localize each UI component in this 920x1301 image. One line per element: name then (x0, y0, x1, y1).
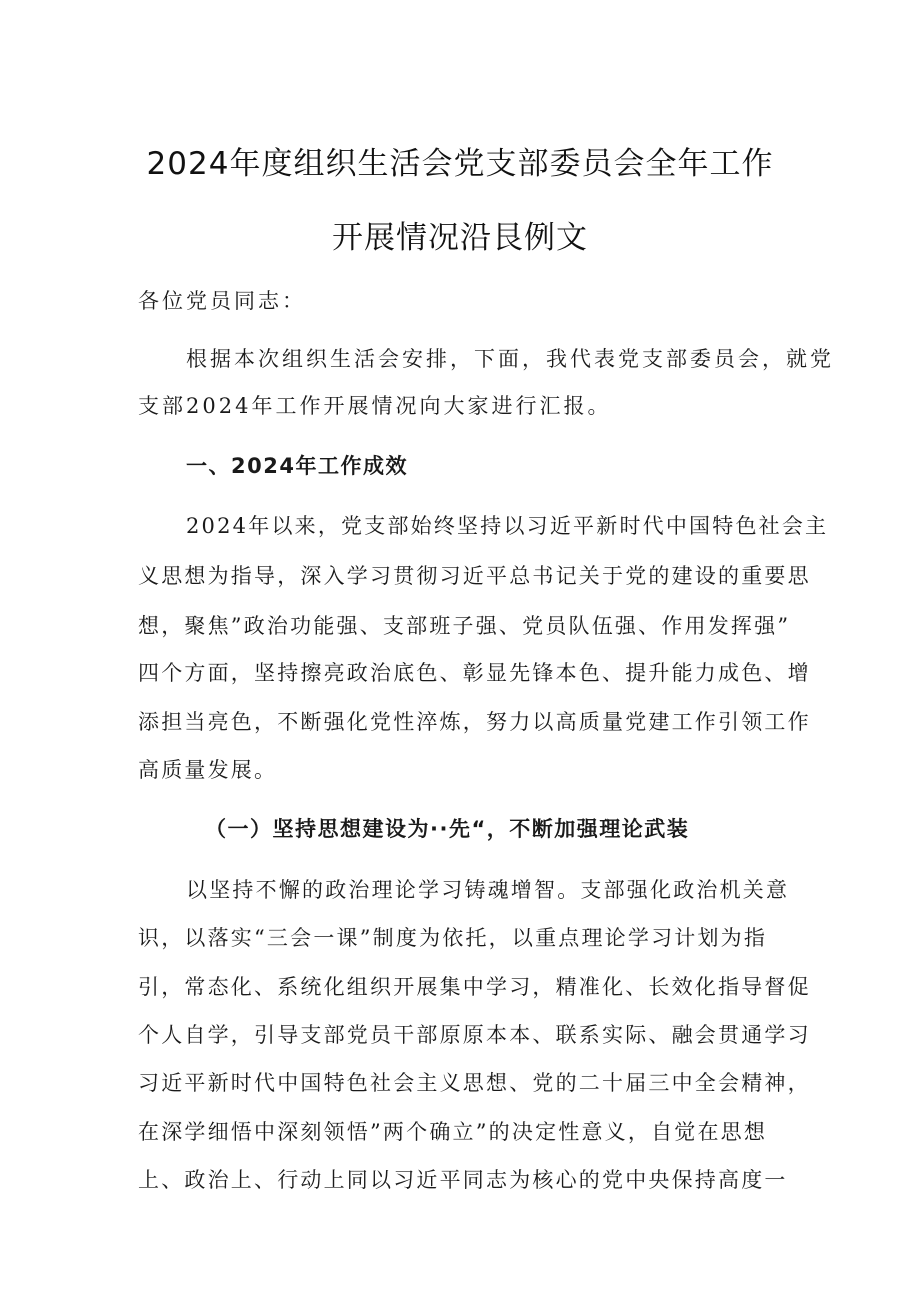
intro-line: 根据本次组织生活会安排，下面，我代表党支部委员会，就党 (186, 347, 834, 371)
paragraph-line: 上、政治上、行动上同以习近平同志为核心的党中央保持高度一 (138, 1168, 788, 1192)
paragraph-line: 识，以落实“三会一课”制度为依托，以重点理论学习计划为指 (138, 926, 768, 950)
paragraph-line: 想，聚焦”政治功能强、支部班子强、党员队伍强、作用发挥强” (138, 614, 791, 638)
intro-line: 支部2024年工作开展情况向大家进行汇报。 (138, 394, 612, 418)
paragraph-line: 高质量发展。 (138, 758, 278, 782)
paragraph-line: 以坚持不懈的政治理论学习铸魂增智。支部强化政治机关意 (186, 878, 790, 902)
paragraph-line: 2024年以来，党支部始终坚持以习近平新时代中国特色社会主 (186, 514, 829, 538)
paragraph-line: 四个方面，坚持擦亮政治底色、彰显先锋本色、提升能力成色、增 (138, 661, 811, 685)
section-heading: 一、2024年工作成效 (186, 454, 408, 478)
salutation: 各位党员同志： (138, 289, 306, 313)
paragraph-line: 引，常态化、系统化组织开展集中学习，精准化、长效化指导督促 (138, 975, 811, 999)
paragraph-line: 添担当亮色，不断强化党性淬炼，努力以高质量党建工作引领工作 (138, 710, 811, 734)
document-title-line-2: 开展情况沿艮例文 (332, 220, 588, 256)
document-title-line-1: 2024年度组织生活会党支部委员会全年工作 (146, 146, 774, 182)
paragraph-line: 义思想为指导，深入学习贯彻习近平总书记关于党的建设的重要思 (138, 564, 811, 588)
paragraph-line: 个人自学，引导支部党员干部原原本本、联系实际、融会贯通学习 (138, 1023, 811, 1047)
paragraph-line: 习近平新时代中国特色社会主义思想、党的二十届三中全会精神， (138, 1071, 811, 1095)
subsection-heading: （一）坚持思想建设为··先“，不断加强理论武装 (205, 817, 690, 841)
paragraph-line: 在深学细悟中深刻领悟”两个确立”的决定性意义，自觉在思想 (138, 1120, 768, 1144)
